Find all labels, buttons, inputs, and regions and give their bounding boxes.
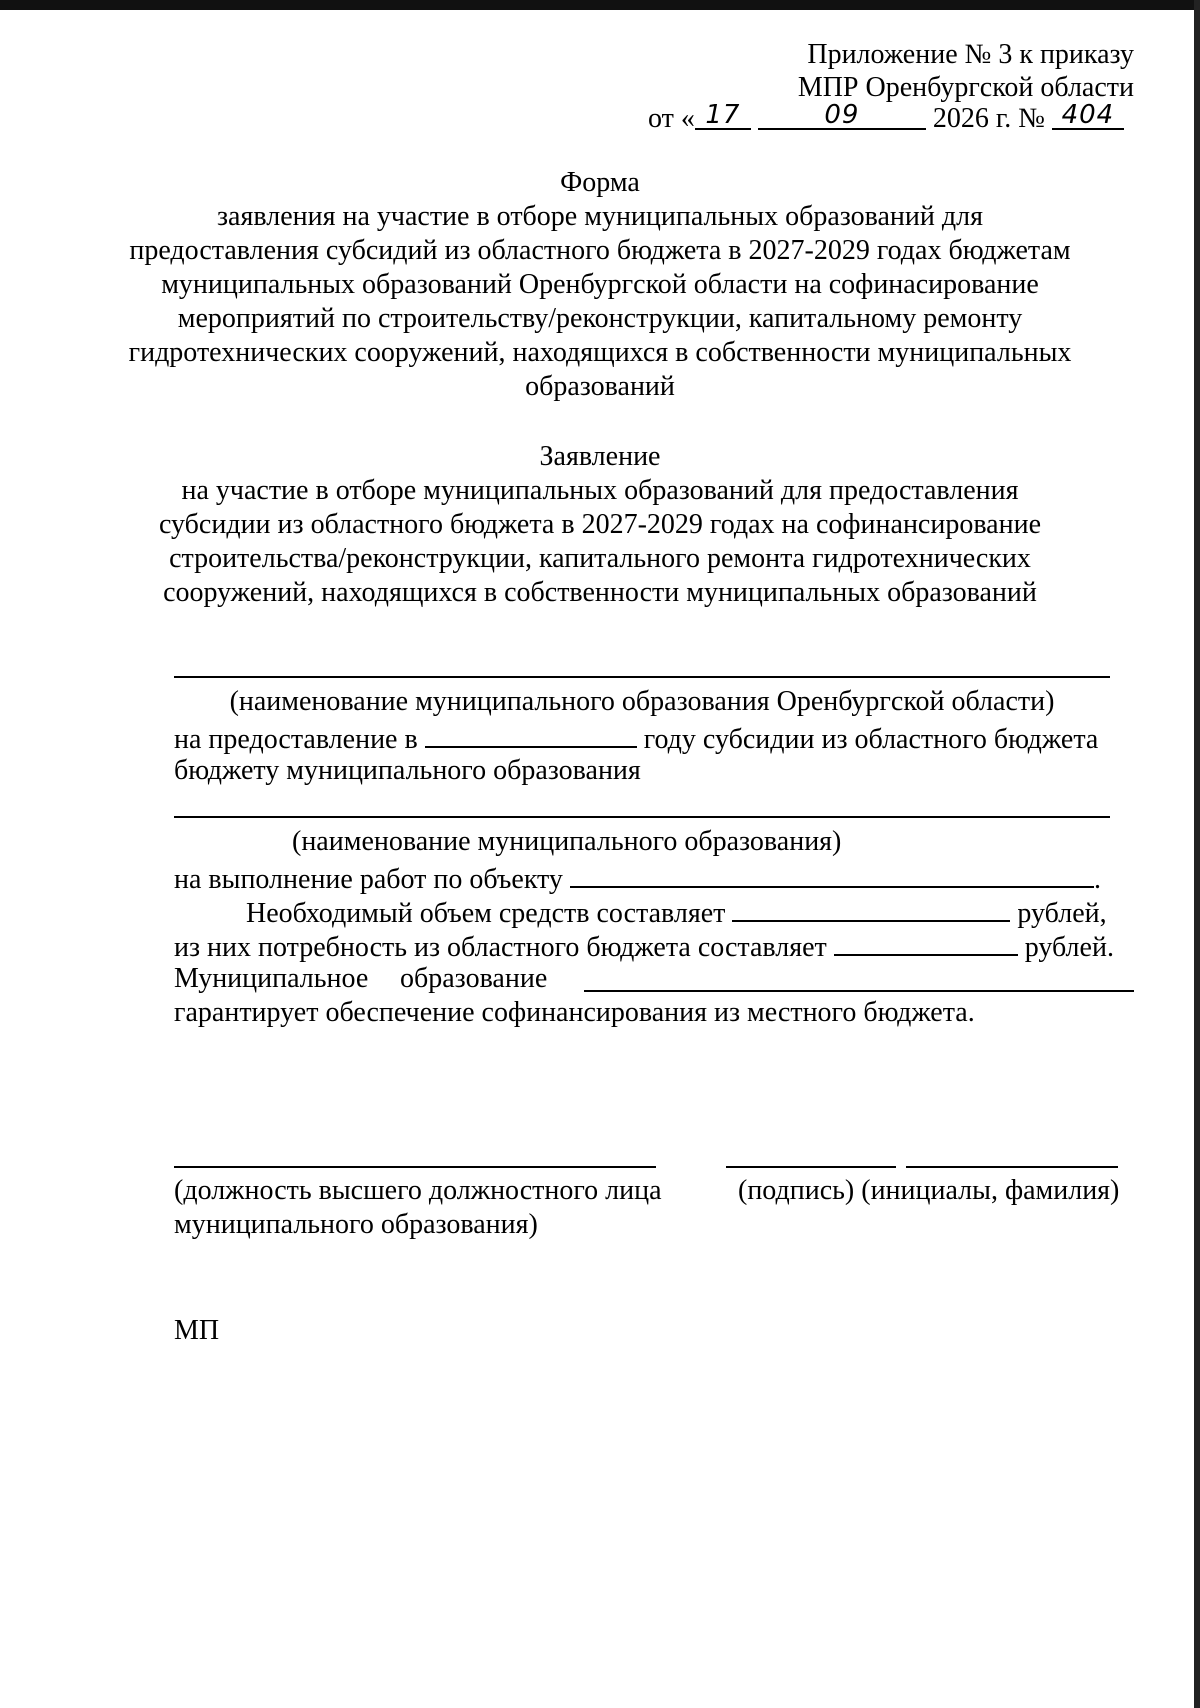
- sign-caption: (подпись) (инициалы, фамилия): [738, 1175, 1120, 1206]
- mo-name-field[interactable]: [174, 816, 1110, 818]
- required-suffix: рублей,: [1017, 898, 1107, 929]
- initials-field[interactable]: [906, 1166, 1118, 1168]
- position-caption-1: (должность высшего должностного лица: [174, 1175, 662, 1206]
- scan-edge-right: [1194, 0, 1200, 1708]
- statement-heading: Заявление: [539, 441, 661, 472]
- works-label: на выполнение работ по объекту: [174, 864, 563, 895]
- appendix-year: 2026 г. №: [932, 103, 1045, 134]
- statement-line: субсидии из областного бюджета в 2027-2029 годах на софинансирование: [158, 509, 1042, 540]
- provision-suffix: году субсидии из областного бюджета: [643, 724, 1099, 755]
- appendix-number-field: [1052, 102, 1124, 130]
- mo-region-name-field[interactable]: [174, 676, 1110, 678]
- appendix-day: 17: [705, 100, 741, 130]
- stamp-label: МП: [174, 1315, 220, 1346]
- provision-year-field[interactable]: [425, 720, 637, 748]
- form-title-line: заявления на участие в отборе муниципальных образований для: [217, 201, 983, 232]
- provision-prefix: на предоставление в: [174, 724, 418, 755]
- statement-line: строительства/реконструкции, капитального ремонта гидротехнических: [169, 543, 1031, 574]
- form-title-line: мероприятий по строительству/реконструкции, капитальному ремонту: [177, 303, 1023, 334]
- statement-line: на участие в отборе муниципальных образований для предоставления: [181, 475, 1019, 506]
- form-title-heading: Форма: [560, 167, 640, 198]
- budget-line: бюджету муниципального образования: [174, 755, 641, 786]
- statement-title: [120, 440, 1080, 610]
- works-line: [174, 860, 1101, 897]
- form-title-line: предоставления субсидий из областного бюджета в 2027-2029 годах бюджетам: [129, 235, 1071, 266]
- works-end: .: [1093, 864, 1101, 895]
- appendix-line-1: Приложение № 3 к приказу: [807, 39, 1134, 70]
- required-prefix: Необходимый объем средств составляет: [246, 898, 726, 929]
- need-amount-field[interactable]: [834, 928, 1018, 956]
- provision-line: [174, 720, 1098, 757]
- object-field[interactable]: [570, 860, 1094, 888]
- signature-field[interactable]: [726, 1166, 896, 1168]
- appendix-month-field: [758, 102, 926, 130]
- form-title-line: гидротехнических сооружений, находящихся в собственности муниципальных: [128, 337, 1072, 368]
- mo-word-2: образование: [400, 963, 548, 994]
- appendix-date-prefix: от «: [648, 103, 695, 134]
- scan-edge-top: [0, 0, 1200, 10]
- need-line: [174, 928, 1114, 965]
- appendix-date-line: [648, 102, 1124, 136]
- need-suffix: рублей.: [1024, 932, 1114, 963]
- form-title-line: образований: [525, 371, 675, 402]
- appendix-line-2: МПР Оренбургской области: [797, 72, 1134, 103]
- form-title: [120, 166, 1080, 404]
- mo-word-1: Муниципальное: [174, 963, 369, 994]
- required-amount-field[interactable]: [732, 894, 1010, 922]
- appendix-number: 404: [1061, 100, 1115, 130]
- guarantee-line: гарантирует обеспечение софинансирования из местного бюджета.: [174, 997, 975, 1028]
- need-prefix: из них потребность из областного бюджета составляет: [174, 932, 827, 963]
- guarantor-mo-field[interactable]: [584, 990, 1134, 992]
- appendix-month: 09: [824, 100, 860, 130]
- statement-line: сооружений, находящихся в собственности муниципальных образований: [163, 577, 1037, 608]
- caption-mo: (наименование муниципального образования): [292, 826, 842, 857]
- caption-mo-region: (наименование муниципального образования Оренбургской области): [229, 686, 1055, 717]
- appendix-day-field: [695, 102, 751, 130]
- position-field[interactable]: [174, 1166, 656, 1168]
- required-line: [246, 894, 1107, 931]
- position-caption-2: муниципального образования): [174, 1209, 538, 1240]
- form-title-line: муниципальных образований Оренбургской области на софинасирование: [161, 269, 1039, 300]
